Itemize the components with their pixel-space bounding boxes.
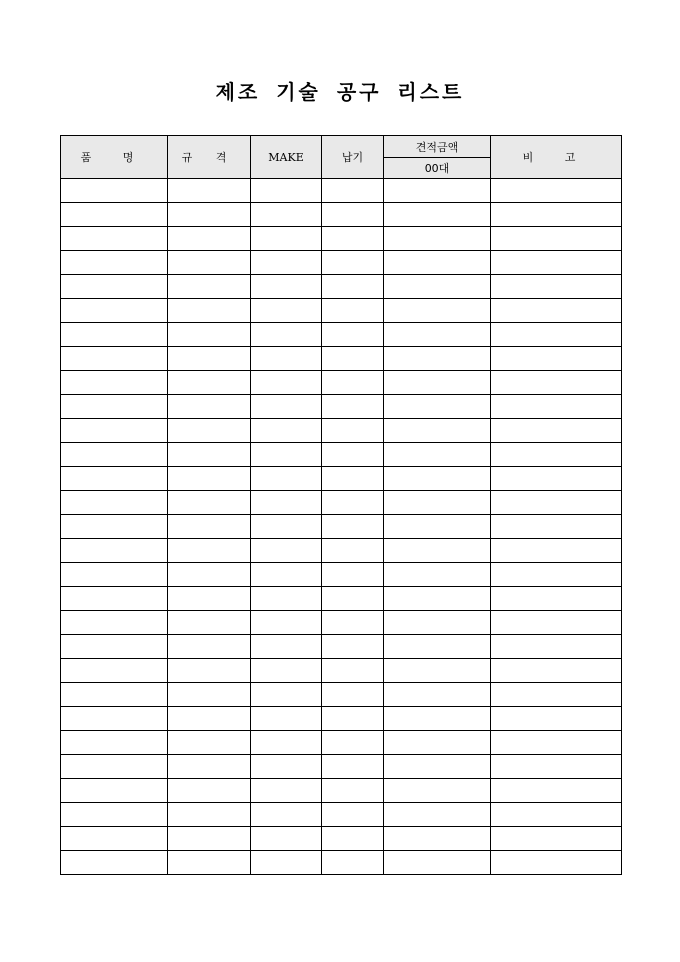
- table-row: [61, 539, 622, 563]
- cell-remarks[interactable]: [491, 203, 622, 227]
- table-row: [61, 323, 622, 347]
- cell-remarks[interactable]: [491, 491, 622, 515]
- table-row: [61, 371, 622, 395]
- cell-spec[interactable]: [168, 779, 251, 803]
- cell-estimate[interactable]: [384, 587, 491, 611]
- cell-estimate[interactable]: [384, 275, 491, 299]
- table-row: [61, 659, 622, 683]
- cell-spec[interactable]: [168, 419, 251, 443]
- table-row: [61, 275, 622, 299]
- table-row: [61, 827, 622, 851]
- cell-delivery[interactable]: [322, 731, 384, 755]
- cell-estimate[interactable]: [384, 179, 491, 203]
- cell-spec[interactable]: [168, 251, 251, 275]
- cell-estimate[interactable]: [384, 419, 491, 443]
- cell-estimate[interactable]: [384, 827, 491, 851]
- cell-spec[interactable]: [168, 491, 251, 515]
- cell-make[interactable]: [251, 491, 322, 515]
- cell-remarks[interactable]: [491, 779, 622, 803]
- cell-estimate[interactable]: [384, 851, 491, 875]
- cell-delivery[interactable]: [322, 563, 384, 587]
- cell-estimate[interactable]: [384, 491, 491, 515]
- cell-make[interactable]: [251, 731, 322, 755]
- cell-item-name[interactable]: [61, 227, 168, 251]
- cell-make[interactable]: [251, 179, 322, 203]
- cell-delivery[interactable]: [322, 395, 384, 419]
- cell-delivery[interactable]: [322, 347, 384, 371]
- header-estimate-unit: 00대: [384, 158, 491, 179]
- cell-spec[interactable]: [168, 395, 251, 419]
- header-item-name: 품 명: [61, 136, 168, 179]
- cell-estimate[interactable]: [384, 659, 491, 683]
- cell-spec[interactable]: [168, 443, 251, 467]
- cell-delivery[interactable]: [322, 803, 384, 827]
- cell-remarks[interactable]: [491, 731, 622, 755]
- table-row: [61, 419, 622, 443]
- cell-remarks[interactable]: [491, 827, 622, 851]
- cell-remarks[interactable]: [491, 539, 622, 563]
- table-row: [61, 491, 622, 515]
- cell-estimate[interactable]: [384, 779, 491, 803]
- cell-item-name[interactable]: [61, 443, 168, 467]
- cell-estimate[interactable]: [384, 251, 491, 275]
- cell-delivery[interactable]: [322, 611, 384, 635]
- header-estimate: 견적금액: [384, 136, 491, 158]
- cell-item-name[interactable]: [61, 731, 168, 755]
- cell-item-name[interactable]: [61, 251, 168, 275]
- cell-delivery[interactable]: [322, 227, 384, 251]
- cell-make[interactable]: [251, 227, 322, 251]
- cell-remarks[interactable]: [491, 611, 622, 635]
- cell-estimate[interactable]: [384, 803, 491, 827]
- cell-estimate[interactable]: [384, 731, 491, 755]
- cell-item-name[interactable]: [61, 707, 168, 731]
- header-make: MAKE: [251, 136, 322, 179]
- page-title: 제조 기술 공구 리스트: [215, 80, 465, 104]
- cell-make[interactable]: [251, 299, 322, 323]
- cell-remarks[interactable]: [491, 347, 622, 371]
- table-row: [61, 707, 622, 731]
- tool-list-table: [60, 135, 622, 875]
- cell-make[interactable]: [251, 539, 322, 563]
- cell-spec[interactable]: [168, 299, 251, 323]
- cell-make[interactable]: [251, 611, 322, 635]
- cell-make[interactable]: [251, 443, 322, 467]
- table-row: [61, 563, 622, 587]
- cell-make[interactable]: [251, 803, 322, 827]
- cell-item-name[interactable]: [61, 467, 168, 491]
- cell-estimate[interactable]: [384, 539, 491, 563]
- cell-remarks[interactable]: [491, 467, 622, 491]
- table-row: [61, 179, 622, 203]
- cell-remarks[interactable]: [491, 851, 622, 875]
- table-row: [61, 683, 622, 707]
- cell-spec[interactable]: [168, 515, 251, 539]
- cell-item-name[interactable]: [61, 683, 168, 707]
- cell-delivery[interactable]: [322, 443, 384, 467]
- cell-spec[interactable]: [168, 347, 251, 371]
- cell-item-name[interactable]: [61, 419, 168, 443]
- cell-make[interactable]: [251, 707, 322, 731]
- cell-spec[interactable]: [168, 227, 251, 251]
- table-row: [61, 611, 622, 635]
- cell-make[interactable]: [251, 323, 322, 347]
- cell-make[interactable]: [251, 635, 322, 659]
- cell-item-name[interactable]: [61, 491, 168, 515]
- table-row: [61, 347, 622, 371]
- cell-delivery[interactable]: [322, 419, 384, 443]
- cell-make[interactable]: [251, 755, 322, 779]
- cell-remarks[interactable]: [491, 635, 622, 659]
- cell-spec[interactable]: [168, 563, 251, 587]
- cell-spec[interactable]: [168, 203, 251, 227]
- cell-delivery[interactable]: [322, 755, 384, 779]
- table-row: [61, 227, 622, 251]
- cell-make[interactable]: [251, 779, 322, 803]
- cell-delivery[interactable]: [322, 203, 384, 227]
- cell-estimate[interactable]: [384, 467, 491, 491]
- table-row: [61, 203, 622, 227]
- cell-make[interactable]: [251, 659, 322, 683]
- table-body: [61, 179, 622, 875]
- cell-make[interactable]: [251, 515, 322, 539]
- cell-delivery[interactable]: [322, 587, 384, 611]
- cell-estimate[interactable]: [384, 515, 491, 539]
- cell-spec[interactable]: [168, 179, 251, 203]
- cell-item-name[interactable]: [61, 299, 168, 323]
- cell-remarks[interactable]: [491, 227, 622, 251]
- cell-remarks[interactable]: [491, 659, 622, 683]
- table-row: [61, 251, 622, 275]
- cell-spec[interactable]: [168, 851, 251, 875]
- cell-spec[interactable]: [168, 371, 251, 395]
- cell-spec[interactable]: [168, 755, 251, 779]
- cell-estimate[interactable]: [384, 611, 491, 635]
- cell-delivery[interactable]: [322, 491, 384, 515]
- cell-remarks[interactable]: [491, 395, 622, 419]
- cell-remarks[interactable]: [491, 179, 622, 203]
- cell-delivery[interactable]: [322, 467, 384, 491]
- cell-estimate[interactable]: [384, 635, 491, 659]
- cell-estimate[interactable]: [384, 227, 491, 251]
- cell-remarks[interactable]: [491, 683, 622, 707]
- cell-delivery[interactable]: [322, 827, 384, 851]
- cell-make[interactable]: [251, 347, 322, 371]
- cell-delivery[interactable]: [322, 179, 384, 203]
- cell-remarks[interactable]: [491, 755, 622, 779]
- cell-spec[interactable]: [168, 323, 251, 347]
- cell-item-name[interactable]: [61, 755, 168, 779]
- cell-remarks[interactable]: [491, 371, 622, 395]
- cell-make[interactable]: [251, 275, 322, 299]
- cell-spec[interactable]: [168, 731, 251, 755]
- cell-item-name[interactable]: [61, 515, 168, 539]
- cell-item-name[interactable]: [61, 803, 168, 827]
- cell-make[interactable]: [251, 419, 322, 443]
- cell-spec[interactable]: [168, 827, 251, 851]
- header-remarks: 비 고: [491, 136, 622, 179]
- table-row: [61, 851, 622, 875]
- cell-item-name[interactable]: [61, 323, 168, 347]
- table-row: [61, 299, 622, 323]
- cell-item-name[interactable]: [61, 587, 168, 611]
- cell-item-name[interactable]: [61, 563, 168, 587]
- cell-item-name[interactable]: [61, 851, 168, 875]
- cell-spec[interactable]: [168, 803, 251, 827]
- cell-estimate[interactable]: [384, 347, 491, 371]
- cell-remarks[interactable]: [491, 419, 622, 443]
- table-row: [61, 443, 622, 467]
- cell-item-name[interactable]: [61, 539, 168, 563]
- cell-spec[interactable]: [168, 539, 251, 563]
- cell-delivery[interactable]: [322, 539, 384, 563]
- cell-make[interactable]: [251, 851, 322, 875]
- cell-delivery[interactable]: [322, 371, 384, 395]
- cell-make[interactable]: [251, 203, 322, 227]
- cell-item-name[interactable]: [61, 827, 168, 851]
- cell-estimate[interactable]: [384, 683, 491, 707]
- cell-item-name[interactable]: [61, 179, 168, 203]
- table-row: [61, 587, 622, 611]
- table-row: [61, 515, 622, 539]
- cell-remarks[interactable]: [491, 563, 622, 587]
- cell-estimate[interactable]: [384, 371, 491, 395]
- cell-remarks[interactable]: [491, 251, 622, 275]
- cell-item-name[interactable]: [61, 635, 168, 659]
- cell-remarks[interactable]: [491, 299, 622, 323]
- cell-make[interactable]: [251, 683, 322, 707]
- cell-delivery[interactable]: [322, 323, 384, 347]
- cell-spec[interactable]: [168, 587, 251, 611]
- cell-delivery[interactable]: [322, 707, 384, 731]
- cell-remarks[interactable]: [491, 803, 622, 827]
- cell-spec[interactable]: [168, 275, 251, 299]
- cell-delivery[interactable]: [322, 275, 384, 299]
- cell-make[interactable]: [251, 371, 322, 395]
- cell-estimate[interactable]: [384, 707, 491, 731]
- cell-delivery[interactable]: [322, 851, 384, 875]
- cell-estimate[interactable]: [384, 443, 491, 467]
- cell-estimate[interactable]: [384, 203, 491, 227]
- cell-make[interactable]: [251, 563, 322, 587]
- cell-spec[interactable]: [168, 659, 251, 683]
- cell-remarks[interactable]: [491, 323, 622, 347]
- header-delivery: 납기: [322, 136, 384, 179]
- table-row: [61, 467, 622, 491]
- header-spec: 규 격: [168, 136, 251, 179]
- cell-delivery[interactable]: [322, 683, 384, 707]
- cell-item-name[interactable]: [61, 275, 168, 299]
- cell-item-name[interactable]: [61, 371, 168, 395]
- table-row: [61, 635, 622, 659]
- cell-remarks[interactable]: [491, 275, 622, 299]
- cell-delivery[interactable]: [322, 779, 384, 803]
- cell-estimate[interactable]: [384, 299, 491, 323]
- cell-remarks[interactable]: [491, 587, 622, 611]
- cell-make[interactable]: [251, 395, 322, 419]
- cell-delivery[interactable]: [322, 515, 384, 539]
- table-row: [61, 779, 622, 803]
- cell-delivery[interactable]: [322, 635, 384, 659]
- cell-make[interactable]: [251, 467, 322, 491]
- cell-make[interactable]: [251, 251, 322, 275]
- cell-delivery[interactable]: [322, 659, 384, 683]
- cell-remarks[interactable]: [491, 443, 622, 467]
- table-row: [61, 755, 622, 779]
- cell-remarks[interactable]: [491, 515, 622, 539]
- cell-spec[interactable]: [168, 467, 251, 491]
- cell-item-name[interactable]: [61, 611, 168, 635]
- cell-spec[interactable]: [168, 683, 251, 707]
- cell-estimate[interactable]: [384, 563, 491, 587]
- cell-item-name[interactable]: [61, 395, 168, 419]
- cell-estimate[interactable]: [384, 395, 491, 419]
- cell-item-name[interactable]: [61, 347, 168, 371]
- table-row: [61, 803, 622, 827]
- cell-delivery[interactable]: [322, 299, 384, 323]
- cell-estimate[interactable]: [384, 323, 491, 347]
- cell-item-name[interactable]: [61, 659, 168, 683]
- table-row: [61, 731, 622, 755]
- cell-make[interactable]: [251, 827, 322, 851]
- cell-make[interactable]: [251, 587, 322, 611]
- cell-spec[interactable]: [168, 635, 251, 659]
- cell-delivery[interactable]: [322, 251, 384, 275]
- cell-item-name[interactable]: [61, 779, 168, 803]
- cell-estimate[interactable]: [384, 755, 491, 779]
- cell-spec[interactable]: [168, 707, 251, 731]
- table-row: [61, 395, 622, 419]
- cell-item-name[interactable]: [61, 203, 168, 227]
- cell-remarks[interactable]: [491, 707, 622, 731]
- cell-spec[interactable]: [168, 611, 251, 635]
